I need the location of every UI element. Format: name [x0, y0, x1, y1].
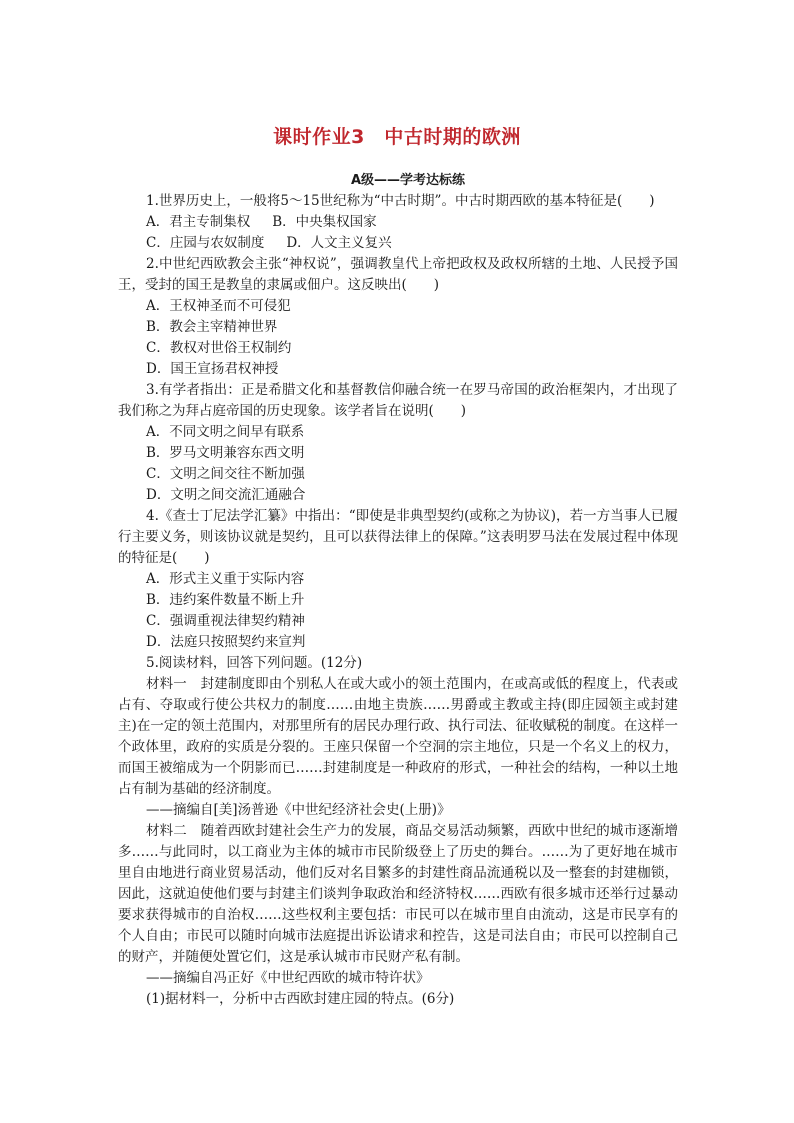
question-2-option-a: A．王权神圣而不可侵犯: [146, 298, 291, 314]
question-4-option-a: A．形式主义重于实际内容: [146, 571, 305, 587]
question-3-option-c: C．文明之间交往不断加强: [146, 466, 305, 482]
question-2-option-d: D．国王宣扬君权神授: [146, 361, 279, 377]
question-1-option-a: A．君主专制集权: [146, 214, 251, 230]
question-5-sub-1: (1)据材料一，分析中古西欧封建庄园的特点。(6分): [146, 991, 455, 1007]
question-1-option-c: C．庄园与农奴制度: [146, 235, 265, 251]
question-1-option-d: D．人文主义复兴: [286, 235, 392, 251]
question-2-option-c: C．教权对世俗王权制约: [146, 340, 292, 356]
question-3-stem: 3.有学者指出：正是希腊文化和基督教信仰融合统一在罗马帝国的政治框架内，才出现了我们称之为拜占庭帝国的历史现象。该学者旨在说明( ): [118, 382, 678, 419]
question-1-options-row-2: [118, 233, 678, 254]
question-3-option-d: D．文明之间交流汇通融合: [146, 487, 306, 503]
question-1-stem: 1.世界历史上，一般将5～15世纪称为“中古时期”。中古时期西欧的基本特征是( ): [146, 193, 655, 209]
document-body: [118, 170, 678, 1010]
question-3-option-a: A．不同文明之间早有联系: [146, 424, 305, 440]
question-4-stem: 4.《查士丁尼法学汇纂》中指出：“即使是非典型契约(或称之为协议)，若一方当事人已履行主要义务，则该协议就是契约，且可以获得法律上的保障。”这表明罗马法在发展过程中体现的特征是( ): [118, 508, 678, 566]
question-2-option-b: B．教会主宰精神世界: [146, 319, 278, 335]
question-4-option-c: C．强调重视法律契约精神: [146, 613, 305, 629]
question-1-option-b: B．中央集权国家: [272, 214, 377, 230]
question-5-stem: 5.阅读材料，回答下列问题。(12分): [146, 655, 363, 671]
question-3-option-b: B．罗马文明兼容东西文明: [146, 445, 305, 461]
material-2: 材料二 随着西欧封建社会生产力的发展，商品交易活动频繁，西欧中世纪的城市逐渐增多……与此同时，以工商业为主体的城市市民阶级登上了历史的舞台。……为了更好地在城市里自由地进行商业贸易活动，他们反对名目繁多的封建性商品流通税以及一整套的封建枷锁，因此，这就迫使他们要与封建主们谈判争取政治和经济特权……西欧有很多城市还举行过暴动要求获得城市的自治权……这些权利主要包括：市民可以在城市里自由流动，这是市民享有的个人自由；市民可以随时向城市法庭提出诉讼请求和控告，这是司法自由；市民可以控制自己的财产，并随便处置它们，这是承认城市市民财产私有制。: [118, 823, 678, 965]
page-title: 课时作业3 中古时期的欧洲: [273, 126, 521, 148]
section-heading: A级——学考达标练: [350, 173, 466, 188]
material-1-source: ——摘编自[美]汤普逊《中世纪经济社会史(上册)》: [146, 802, 451, 818]
material-2-source: ——摘编自冯正好《中世纪西欧的城市特许状》: [146, 970, 430, 986]
question-2-stem: 2.中世纪西欧教会主张“神权说”，强调教皇代上帝把政权及政权所辖的土地、人民授予国王，受封的国王是教皇的隶属或佃户。这反映出( ): [118, 256, 678, 293]
question-1-options-row-1: [118, 212, 678, 233]
question-4-option-b: B．违约案件数量不断上升: [146, 592, 305, 608]
material-1: 材料一 封建制度即由个别私人在或大或小的领土范围内，在或高或低的程度上，代表或占有、夺取或行使公共权力的制度……由地主贵族……男爵或主教或主持(即庄园领主或封建主)在一定的领土范围内，对那里所有的居民办理行政、执行司法、征收赋税的制度。在这样一个政体里，政府的实质是分裂的。王座只保留一个空洞的宗主地位，只是一个名义上的权力，而国王被缩成为一个阴影而已……封建制度是一种政府的形式，一种社会的结构，一种以土地占有制为基础的经济制度。: [118, 676, 678, 797]
question-4-option-d: D．法庭只按照契约来宣判: [146, 634, 306, 650]
